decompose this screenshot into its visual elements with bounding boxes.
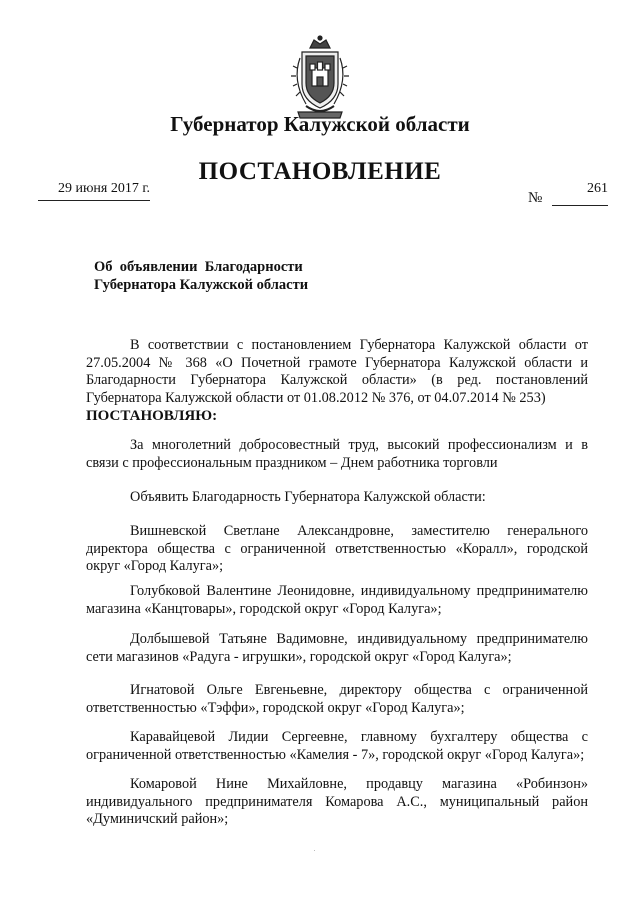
subject-line: Губернатора Калужской области [94,277,309,293]
recipient-paragraph: Комаровой Нине Михайловне, продавцу магазина «Робинзон» индивидуального предпринимателя Комарова А.С., муниципальный район «Думиничский район»; [86,776,588,827]
scan-speck [314,850,315,851]
recipient-paragraph: Долбышевой Татьяне Вадимовне, индивидуальному предпринимателю сети магазинов «Радуга - игрушки», городской округ «Город Калуга»; [86,631,588,665]
document-subject [94,258,334,294]
coat-of-arms-icon [288,34,352,120]
issuing-authority: Губернатор Калужской области [170,112,470,136]
document-number: 261 [587,181,608,196]
subject-line: Об объявлении Благодарности [94,259,303,275]
document-type: ПОСТАНОВЛЕНИЕ [198,158,442,185]
decree-word: ПОСТАНОВЛЯЮ: [86,408,218,424]
reason-paragraph: За многолетний добросовестный труд, высокий профессионализм и в связи с профессиональным праздником – Днем работника торговли [86,437,588,471]
preamble-paragraph: В соответствии с постановлением Губернатора Калужской области от 27.05.2004 № 368 «О Почетной грамоте Губернатора Калужской области и Благодарности Губернатора Калужской области» (в ред. постановлений Губернатора Калужской области от 01.08.2012 № 376, от 04.07.2014 № 253) [86,337,588,406]
recipient-paragraph: Игнатовой Ольге Евгеньевне, директору общества с ограниченной ответственностью «Тэффи», городской округ «Город Калуга»; [86,682,588,716]
date-underline [38,200,150,201]
document-date: 29 июня 2017 г. [57,181,150,196]
announce-paragraph: Объявить Благодарность Губернатора Калужской области: [130,489,486,505]
number-sign: № [528,190,543,206]
recipient-paragraph: Вишневской Светлане Александровне, заместителю генерального директора общества с ограниченной ответственностью «Коралл», городской округ «Город Калуга»; [86,523,588,574]
recipient-paragraph: Каравайцевой Лидии Сергеевне, главному бухгалтеру общества с ограниченной ответственностью «Камелия - 7», городской округ «Город Калуга»; [86,729,588,763]
recipient-paragraph: Голубковой Валентине Леонидовне, индивидуальному предпринимателю магазина «Канцтовары», городской округ «Город Калуга»; [86,583,588,617]
number-underline [552,205,608,206]
